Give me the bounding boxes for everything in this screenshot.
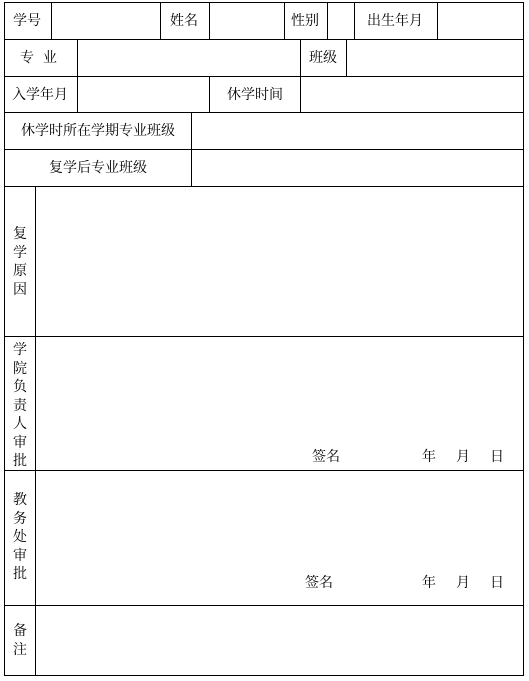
college-year-label: 年	[422, 449, 436, 465]
student-id-field[interactable]	[52, 3, 160, 39]
class-field[interactable]	[347, 40, 523, 76]
name-field[interactable]	[210, 3, 284, 39]
resume-class-field[interactable]	[192, 150, 523, 186]
reason-label: 复 学 原 因	[13, 226, 27, 298]
rule-left	[4, 2, 5, 676]
remark-label: 备 注	[13, 623, 27, 658]
college-day-label: 日	[490, 449, 504, 465]
academic-month-label: 月	[456, 575, 470, 591]
suspension-time-field[interactable]	[301, 77, 523, 112]
rule-r2-b	[300, 39, 301, 76]
gender-label: 性别	[291, 13, 319, 29]
rule-r3-b	[209, 76, 210, 112]
college-month-label: 月	[456, 449, 470, 465]
academic-approval-label: 教 务 处 审 批	[13, 492, 27, 582]
suspension-class-label: 休学时所在学期专业班级	[21, 123, 175, 139]
enroll-label: 入学年月	[12, 87, 68, 103]
rule-right	[523, 2, 524, 676]
rule-r1-d	[284, 2, 285, 39]
resume-class-label: 复学后专业班级	[49, 160, 147, 176]
college-approval-label: 学 院 负 责 人 审 批	[13, 342, 27, 469]
suspension-class-field[interactable]	[192, 113, 523, 149]
enroll-field[interactable]	[78, 77, 209, 112]
class-label: 班级	[309, 50, 337, 66]
rule-bottom	[4, 675, 524, 676]
major-field[interactable]	[78, 40, 300, 76]
gender-field[interactable]	[328, 3, 354, 39]
birth-field[interactable]	[438, 3, 523, 39]
rule-r1-b	[160, 2, 161, 39]
academic-year-label: 年	[422, 575, 436, 591]
student-id-label: 学号	[13, 13, 41, 29]
college-approval-field[interactable]	[36, 337, 523, 447]
major-label: 专 业	[20, 50, 57, 66]
academic-day-label: 日	[490, 575, 504, 591]
name-label: 姓名	[170, 13, 198, 29]
remark-field[interactable]	[36, 606, 523, 675]
college-sign-label: 签名	[312, 449, 340, 465]
suspension-time-label: 休学时间	[227, 87, 283, 103]
reason-field[interactable]	[36, 187, 523, 336]
birth-label: 出生年月	[367, 13, 423, 29]
academic-approval-field[interactable]	[36, 471, 523, 571]
academic-sign-label: 签名	[305, 575, 333, 591]
rule-r1-f	[354, 2, 355, 39]
